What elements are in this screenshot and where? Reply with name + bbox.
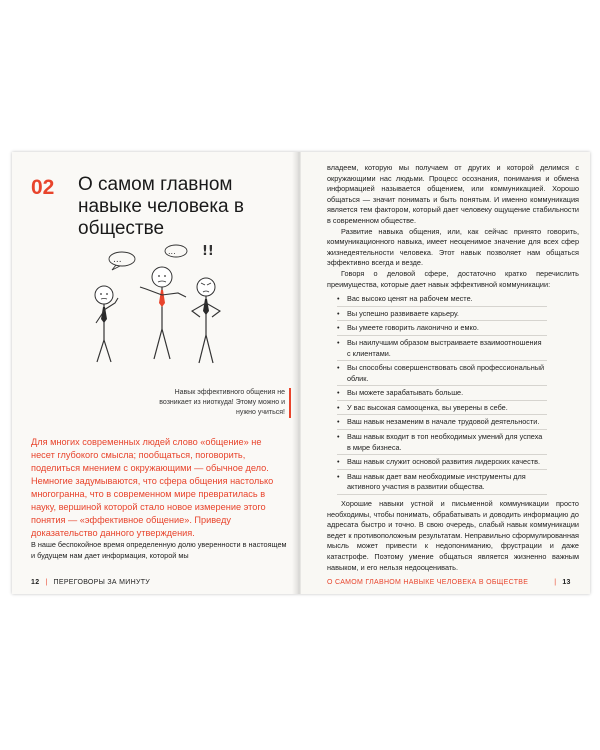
body-paragraph: Хорошие навыки устной и письменной коммуникации просто необходимы, чтобы понимать, обрабатывать и доводить информацию до адресата быстро и точно. В свою очередь, слабый навык коммуникации ведет к противоположным результатам. Неправильно сформулированная мысль может привести к недопониманию, фрустрации и даже катастрофе. Поэтому умение общаться является жизненно важным навыком, и его нельзя недооценивать. (327, 499, 579, 572)
running-head: ПЕРЕГОВОРЫ ЗА МИНУТУ (53, 579, 151, 586)
left-page (12, 152, 297, 594)
body-paragraph: Развитие навыка общения, или, как сейчас принято говорить, коммуникационного навыка, имеет неоценимое значение для всех сфер жизнедеятельности человека. Этот навык позволяет нам общаться эффективно всегда и везде. (327, 226, 579, 268)
list-item: • Вы успешно развиваете карьеру. (337, 309, 547, 322)
right-footer: О САМОМ ГЛАВНОМ НАВЫКЕ ЧЕЛОВЕКА В ОБЩЕСТВЕ | 13 (327, 579, 571, 586)
list-item: • Ваш навык служит основой развития лидерских качеств. (337, 457, 547, 470)
right-page (301, 152, 590, 594)
list-item: • Вы умеете говорить лаконично и емко. (337, 323, 547, 336)
pull-quote: Навык эффективного общения не возникает из ниоткуда! Этому можно и нужно учиться! (152, 388, 291, 418)
three-stick-figures-talking-illustration (82, 237, 232, 372)
list-item: • У вас высокая самооценка, вы уверены в себе. (337, 403, 547, 416)
lead-paragraph: Для многих современных людей слово «общение» не несет глубокого смысла; пообщаться, поговорить, поделиться мнением с окружающими — обычное дело. Немногие задумываются, что сфера общения настолько многогранна, что в современном мире превратилась в науку, вершиной которой стало новое измерение этого понятия — «эффективное общение». Приведу доказательство данного утверждения. (31, 437, 274, 538)
svg-text:!!: !! (202, 244, 214, 259)
list-item: • Вы способны совершенствовать свой профессиональный облик. (337, 363, 547, 386)
body-paragraph: владеем, которую мы получаем от других и которой делимся с окружающими нас людьми. Процесс осознания, понимания и обмена информацией называется общением, или коммуникацией. Хорошо общаться — значит понимать и быть понятым. И именно коммуникация является тем фактором, который дает человеку ощущение стабильности в современном обществе. (327, 163, 579, 225)
list-item: • Ваш навык незаменим в начале трудовой деятельности. (337, 417, 547, 430)
list-item: • Ваш навык входит в топ необходимых умений для успеха в мире бизнеса. (337, 432, 547, 455)
svg-text:...: ... (168, 247, 176, 256)
list-item: • Вы можете зарабатывать больше. (337, 388, 547, 401)
body-paragraph: Говоря о деловой сфере, достаточно кратко перечислить преимущества, которые дает навык эффективной коммуникации: (327, 268, 579, 289)
chapter-number: 02 (31, 176, 55, 199)
body-paragraph: В наше беспокойное время определенную долю уверенности в настоящем и будущем нам дает информация, которой мы (31, 540, 287, 560)
list-item: • Вы наилучшим образом выстраиваете взаимоотношения с клиентами. (337, 338, 547, 361)
right-page-text (327, 163, 579, 573)
book-spread (12, 152, 590, 594)
chapter-title: О самом главном навыке человека в обществе (78, 174, 244, 239)
left-footer: 12 | ПЕРЕГОВОРЫ ЗА МИНУТУ (31, 579, 151, 586)
benefits-list (337, 294, 579, 495)
list-item: • Вас высоко ценят на рабочем месте. (337, 294, 547, 307)
running-head: О САМОМ ГЛАВНОМ НАВЫКЕ ЧЕЛОВЕКА В ОБЩЕСТВЕ (327, 579, 529, 586)
page-number: 12 (31, 579, 40, 586)
page-number: 13 (562, 579, 571, 586)
svg-text:...: ... (113, 255, 122, 265)
list-item: • Ваш навык дает вам необходимые инструменты для активного участия в развитии общества. (337, 472, 547, 495)
